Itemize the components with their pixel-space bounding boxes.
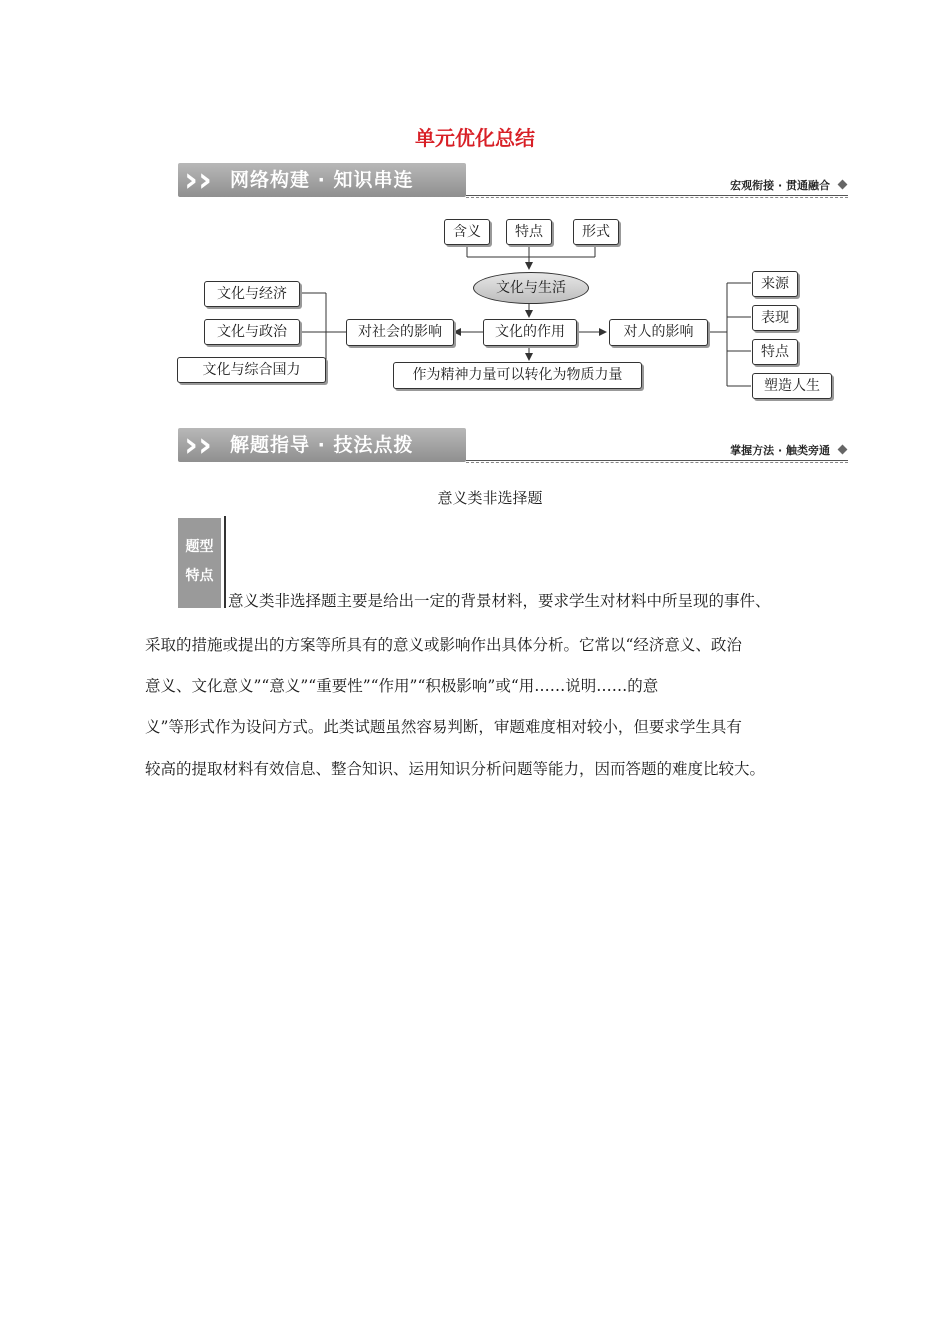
box-meaning: 含义 <box>444 219 490 245</box>
divider <box>466 462 848 463</box>
paragraph-line: 义”等形式作为设问方式。此类试题虽然容易判断，审题难度相对较小，但要求学生具有 <box>145 718 742 736</box>
diamond-icon <box>838 180 848 190</box>
chevron-right-icon: › <box>184 425 199 465</box>
chevron-right-icon: › <box>184 160 199 200</box>
tag-line: 题型 <box>185 539 214 555</box>
question-type-tag <box>178 518 221 608</box>
box-person-impact: 对人的影响 <box>609 319 708 346</box>
box-society-impact: 对社会的影响 <box>346 319 454 346</box>
section-banner-solving <box>178 425 848 465</box>
center-node-culture-life: 文化与生活 <box>473 272 589 304</box>
diamond-icon <box>838 445 848 455</box>
tag-line: 特点 <box>185 568 214 584</box>
section-subtitle: 意义类非选择题 <box>437 489 543 507</box>
banner-slogan: 宏观衔接 · 贯通融合 <box>730 179 830 192</box>
box-culture-role: 文化的作用 <box>483 319 577 346</box>
box-culture-politics: 文化与政治 <box>204 319 300 345</box>
divider <box>466 197 848 198</box>
paragraph-line: 意义、文化意义”“意义”“重要性”“作用”“积极影响”或“用……说明……的意 <box>145 677 659 695</box>
divider <box>466 195 848 196</box>
banner-label: 解题指导 · 技法点拨 <box>230 434 414 456</box>
chevron-right-icon: › <box>198 160 213 200</box>
tag-divider <box>224 516 226 608</box>
paragraph-line: 较高的提取材料有效信息、整合知识、运用知识分析问题等能力，因而答题的难度比较大。 <box>145 760 766 778</box>
box-manifestation: 表现 <box>752 305 798 331</box>
section-banner-network <box>178 160 848 200</box>
box-culture-national-power: 文化与综合国力 <box>177 357 326 383</box>
divider <box>466 460 848 461</box>
box-spirit-to-material: 作为精神力量可以转化为物质力量 <box>393 362 642 389</box>
chevron-right-icon: › <box>198 425 213 465</box>
knowledge-map <box>170 205 860 405</box>
box-forms: 形式 <box>573 219 619 245</box>
paragraph-line: 意义类非选择题主要是给出一定的背景材料，要求学生对材料中所呈现的事件、 <box>228 592 771 610</box>
box-traits: 特点 <box>752 339 798 365</box>
box-shape-life: 塑造人生 <box>752 373 832 399</box>
banner-label: 网络构建 · 知识串连 <box>230 169 414 191</box>
paragraph-line: 采取的措施或提出的方案等所具有的意义或影响作出具体分析。它常以“经济意义、政治 <box>145 636 742 654</box>
box-features: 特点 <box>506 219 552 245</box>
box-culture-economy: 文化与经济 <box>204 281 300 307</box>
banner-slogan: 掌握方法 · 触类旁通 <box>730 444 830 457</box>
box-source: 来源 <box>752 271 798 297</box>
page-title: 单元优化总结 <box>415 126 535 150</box>
